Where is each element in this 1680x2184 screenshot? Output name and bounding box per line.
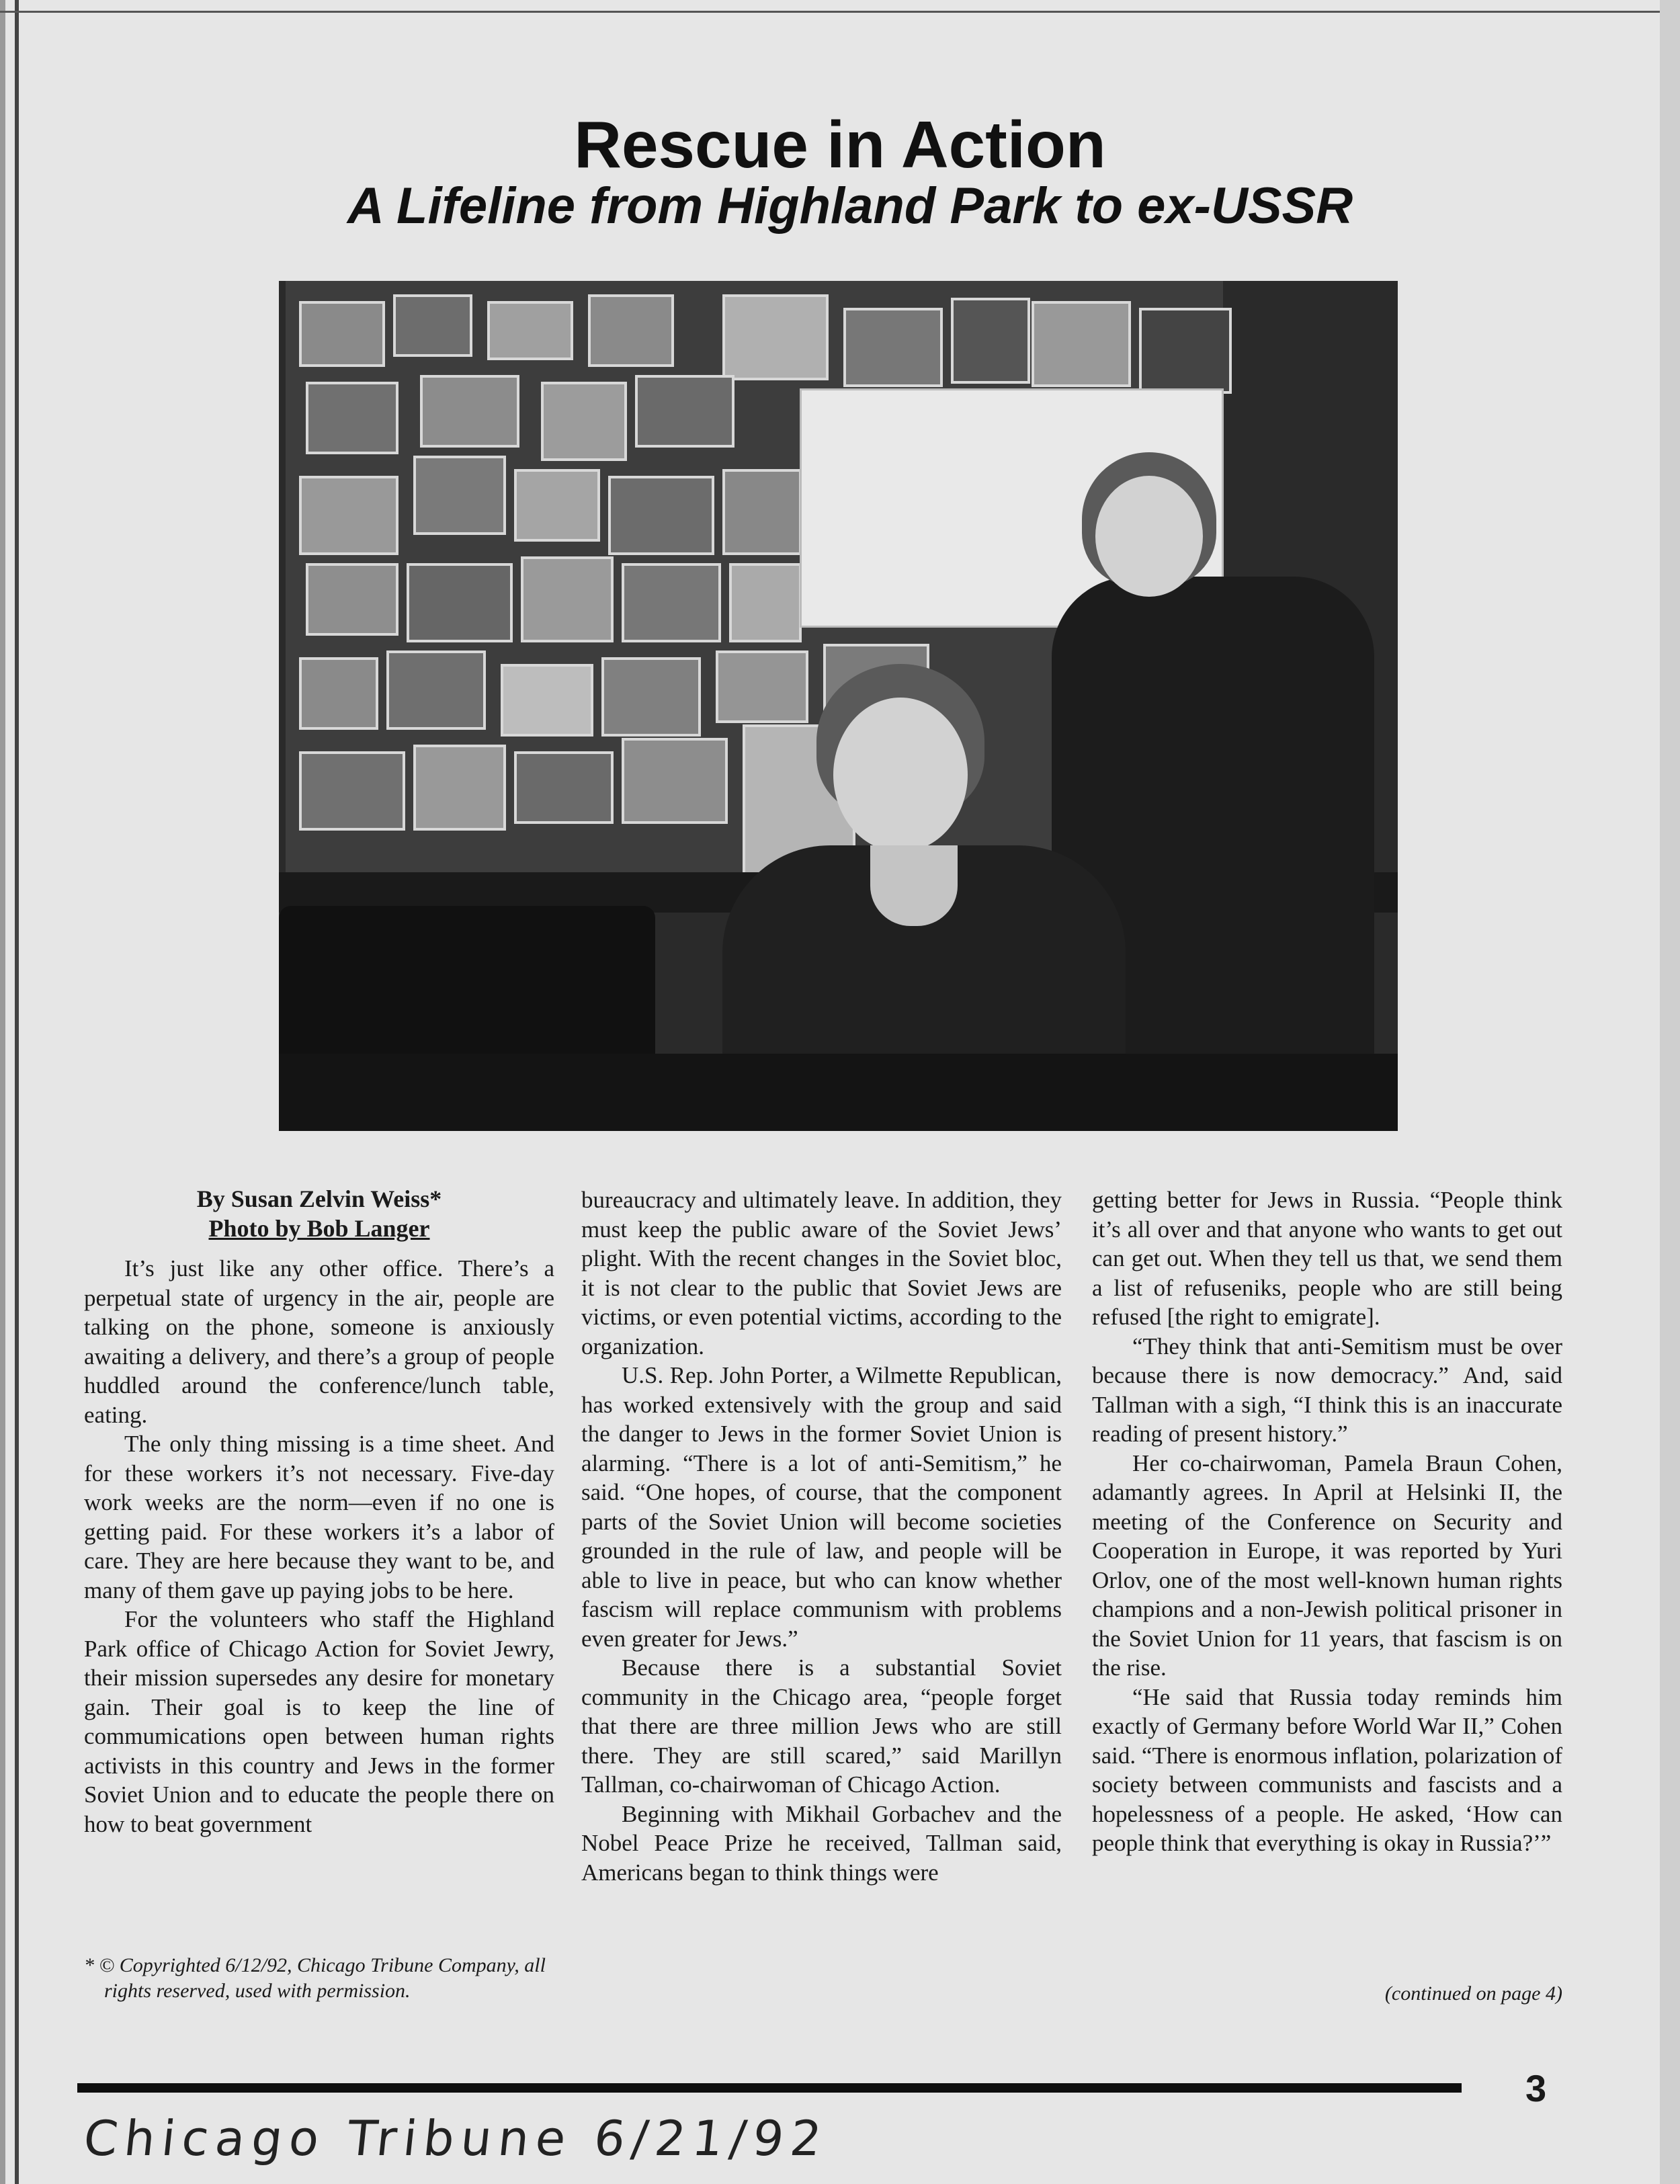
paragraph: Beginning with Mikhail Gorbachev and the Nobel Peace Prize he received, Tallman said, Americans began to think things were <box>581 1800 1062 1886</box>
scan-edge-line <box>15 0 19 2184</box>
byline-block <box>84 1184 554 1243</box>
paragraph: Because there is a substantial Soviet community in the Chicago area, “people forget that there are three million Jews who are still there. They are still scared,” said Marillyn Tallman, co-chairwoman of Chicago Action. <box>581 1654 1062 1798</box>
byline: By Susan Zelvin Weiss* <box>196 1185 442 1212</box>
top-rule <box>0 11 1680 13</box>
paragraph: Her co-chairwoman, Pamela Braun Cohen, adamantly agrees. In April at Helsinki II, the meeting of the Conference on Security and Cooperation in Europe, it was reported by Yuri Orlov, one of the most well-known human rights champions and a non-Jewish political prisoner in the Soviet Union for 11 years, that fascism is on the rise. <box>1092 1450 1562 1681</box>
photo-credit: Photo by Bob Langer <box>208 1215 430 1242</box>
paragraph: The only thing missing is a time sheet. And for these workers it’s not necessary. Five-day work weeks are the norm—even if no one is getting paid. For these workers it’s a labor of care. They are here because they want to be, and many of them gave up paying jobs to be here. <box>84 1431 554 1603</box>
article-photo <box>279 281 1398 1131</box>
article-column-1 <box>84 1254 554 1839</box>
office-chair <box>279 906 655 1060</box>
seated-woman-neck <box>870 845 958 926</box>
seated-woman-face <box>833 698 968 852</box>
standing-woman-face <box>1095 476 1203 597</box>
paragraph: “They think that anti-Semitism must be over because there is now democracy.” And, said Tallman with a sigh, “I think this is an inaccurate reading of present history.” <box>1092 1333 1562 1447</box>
article-title: Rescue in Action <box>574 108 1106 181</box>
copyright-footnote: * © Copyrighted 6/12/92, Chicago Tribune Company, all rights reserved, used with permission. <box>84 1954 546 2002</box>
paragraph: For the volunteers who staff the Highland Park office of Chicago Action for Soviet Jewry, their mission supersedes any desire for monetary gain. Their goal is to keep the line of commumications open between human rights activists in this country and Jews in the former Soviet Union and to educate the people there on how to beat government <box>84 1606 554 1837</box>
footer-rule <box>77 2083 1462 2093</box>
article-column-3 <box>1092 1185 1562 1858</box>
article-subtitle: A Lifeline from Highland Park to ex-USSR <box>347 177 1353 235</box>
article-column-2 <box>581 1185 1062 1887</box>
paragraph: U.S. Rep. John Porter, a Wilmette Republican, has worked extensively with the group and said the danger to Jews in the former Soviet Union is alarming. “There is a lot of anti-Semitism,” he said. “One hopes, of course, that the component parts of the Soviet Union will become societies grounded in the rule of law, and people will be able to live in peace, but who can know whether fascism will replace communism with problems even greater for Jews.” <box>581 1362 1062 1652</box>
paragraph: “He said that Russia today reminds him exactly of Germany before World War II,” Cohen said. “There is enormous inflation, polarization of society between communists and fascists and a hopelessness of a people. He asked, ‘How can people think that everything is okay in Russia?’” <box>1092 1683 1562 1856</box>
scan-margin <box>1660 0 1680 2184</box>
scan-edge <box>0 0 5 2184</box>
continued-note: (continued on page 4) <box>1384 1982 1562 2005</box>
paragraph: It’s just like any other office. There’s a perpetual state of urgency in the air, people are talking on the phone, someone is anxiously awaiting a delivery, and there’s a group of people huddled around the conference/lunch table, eating. <box>84 1255 554 1428</box>
desk <box>279 1054 1398 1131</box>
paragraph: getting better for Jews in Russia. “People think it’s all over and that anyone who wants to get out can get out. When they tell us that, we send them a list of refuseniks, people who are still being refused [the right to emigrate]. <box>1092 1187 1562 1330</box>
handwritten-source-note: Chicago Tribune 6/21/92 <box>81 2110 831 2167</box>
page-number: 3 <box>1525 2067 1547 2109</box>
paragraph: bureaucracy and ultimately leave. In addition, they must keep the public aware of the Soviet Jews’ plight. With the recent changes in the Soviet bloc, it is not clear to the public that Soviet Jews are victims, or even potential victims, according to the organization. <box>581 1187 1062 1359</box>
